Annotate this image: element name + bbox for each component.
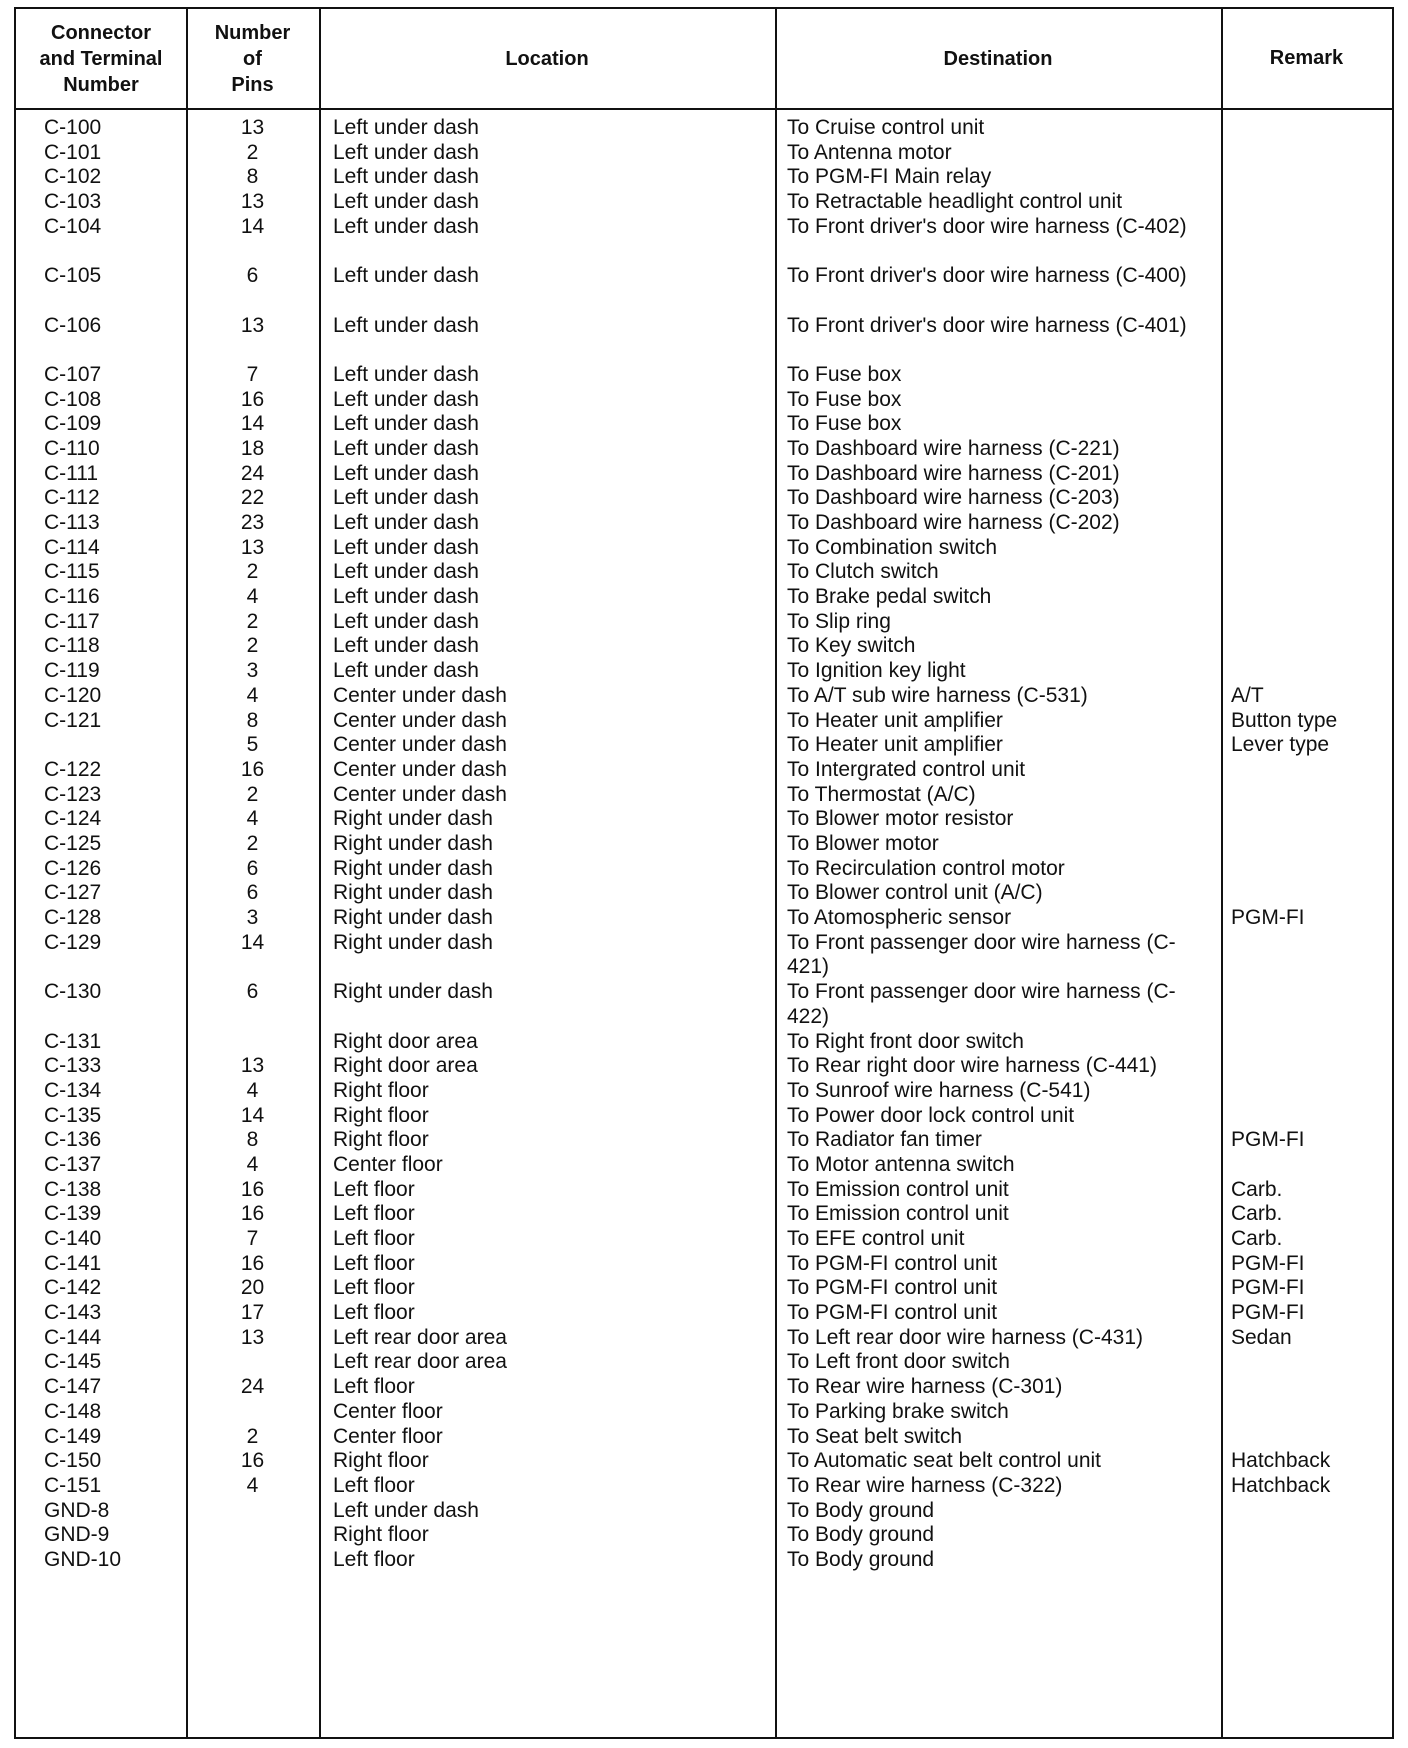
location-cell: Left floor bbox=[333, 1177, 415, 1201]
remark-cell: PGM-FI bbox=[1231, 1251, 1305, 1275]
destination-cell: To Rear right door wire harness (C-441) bbox=[787, 1054, 1157, 1078]
location-cell: Center floor bbox=[333, 1399, 443, 1423]
connector-number: C-106 bbox=[44, 313, 102, 337]
pin-count: 17 bbox=[240, 1301, 265, 1325]
location-cell: Center under dash bbox=[333, 683, 507, 707]
connector-number: GND-8 bbox=[44, 1498, 110, 1522]
destination-cell: To Automatic seat belt control unit bbox=[787, 1449, 1102, 1473]
connector-number: C-102 bbox=[44, 165, 102, 189]
destination-cell: To Clutch switch bbox=[787, 560, 939, 584]
table-row bbox=[16, 980, 1392, 1029]
table-row bbox=[16, 1178, 1392, 1203]
destination-cell: To Rear wire harness (C-301) bbox=[787, 1375, 1063, 1399]
connector-number: C-113 bbox=[44, 511, 100, 535]
pin-count: 16 bbox=[240, 387, 265, 411]
destination-cell: To Cruise control unit bbox=[787, 116, 985, 139]
destination-cell: To Front passenger door wire harness (C-421) bbox=[787, 930, 1176, 979]
table-row bbox=[16, 807, 1392, 832]
connector-number: C-111 bbox=[44, 461, 99, 485]
destination-cell: To Front driver's door wire harness (C-400) bbox=[787, 264, 1187, 288]
table-row bbox=[16, 437, 1392, 462]
connector-number: C-130 bbox=[44, 980, 102, 1004]
header-pins bbox=[186, 9, 319, 108]
pin-count: 24 bbox=[240, 1375, 265, 1399]
pin-count: 14 bbox=[240, 412, 265, 436]
connector-number: C-139 bbox=[44, 1202, 102, 1226]
location-cell: Left under dash bbox=[333, 486, 479, 510]
header-connector bbox=[16, 9, 186, 108]
connector-number: C-145 bbox=[44, 1350, 102, 1374]
location-cell: Left floor bbox=[333, 1375, 415, 1399]
pin-count: 14 bbox=[240, 1103, 265, 1127]
table-row bbox=[16, 1474, 1392, 1499]
connector-number: C-136 bbox=[44, 1128, 102, 1152]
destination-cell: To EFE control unit bbox=[787, 1227, 965, 1251]
table-row bbox=[16, 536, 1392, 561]
connector-number: C-103 bbox=[44, 190, 102, 214]
connector-number: C-110 bbox=[44, 436, 100, 460]
connector-number: C-119 bbox=[44, 659, 100, 683]
table-row bbox=[16, 314, 1392, 363]
connector-number: C-141 bbox=[44, 1251, 102, 1275]
connector-number: C-127 bbox=[44, 881, 102, 905]
remark-cell: Lever type bbox=[1231, 733, 1330, 757]
pin-count: 16 bbox=[240, 757, 265, 781]
destination-cell: To Fuse box bbox=[787, 362, 902, 386]
remark-cell: Carb. bbox=[1231, 1202, 1283, 1226]
table-row bbox=[16, 1523, 1392, 1548]
location-cell: Left floor bbox=[333, 1547, 415, 1571]
connector-number: C-124 bbox=[44, 807, 102, 831]
location-cell: Left under dash bbox=[333, 1498, 479, 1522]
destination-cell: To PGM-FI Main relay bbox=[787, 165, 992, 189]
destination-cell: To Emission control unit bbox=[787, 1177, 1009, 1201]
table-row bbox=[16, 1054, 1392, 1079]
table-row bbox=[16, 264, 1392, 313]
pin-count: 6 bbox=[246, 264, 259, 288]
remark-cell: Button type bbox=[1231, 708, 1338, 732]
table-row bbox=[16, 931, 1392, 980]
table-row bbox=[16, 1202, 1392, 1227]
header-remark: Remark bbox=[1269, 47, 1344, 69]
location-cell: Right floor bbox=[333, 1103, 429, 1127]
location-cell: Left under dash bbox=[333, 585, 479, 609]
location-cell: Center under dash bbox=[333, 757, 507, 781]
table-row bbox=[16, 511, 1392, 536]
pin-count: 4 bbox=[246, 585, 259, 609]
destination-cell: To A/T sub wire harness (C-531) bbox=[787, 683, 1088, 707]
connector-number: C-149 bbox=[44, 1424, 102, 1448]
pin-count: 2 bbox=[246, 609, 259, 633]
location-cell: Left under dash bbox=[333, 560, 479, 584]
table-row bbox=[16, 857, 1392, 882]
destination-cell: To Intergrated control unit bbox=[787, 757, 1026, 781]
pin-count: 24 bbox=[240, 461, 265, 485]
table-row bbox=[16, 165, 1392, 190]
connector-number: C-120 bbox=[44, 683, 102, 707]
destination-cell: To PGM-FI control unit bbox=[787, 1251, 998, 1275]
table-row bbox=[16, 1400, 1392, 1425]
connector-number: C-133 bbox=[44, 1054, 102, 1078]
destination-cell: To Body ground bbox=[787, 1523, 935, 1547]
destination-cell: To Body ground bbox=[787, 1547, 935, 1571]
table-row bbox=[16, 1326, 1392, 1351]
pin-count: 4 bbox=[246, 807, 259, 831]
location-cell: Center under dash bbox=[333, 733, 507, 757]
location-cell: Left under dash bbox=[333, 535, 479, 559]
destination-cell: To Dashboard wire harness (C-201) bbox=[787, 461, 1120, 485]
table-row bbox=[16, 141, 1392, 166]
table-row bbox=[16, 733, 1392, 758]
connector-number: C-115 bbox=[44, 560, 100, 584]
location-cell: Left under dash bbox=[333, 116, 479, 139]
connector-number: C-135 bbox=[44, 1103, 102, 1127]
destination-cell: To Right front door switch bbox=[787, 1029, 1024, 1053]
pin-count: 23 bbox=[240, 511, 265, 535]
pin-count: 13 bbox=[240, 1054, 265, 1078]
location-cell: Left floor bbox=[333, 1276, 415, 1300]
location-cell: Left under dash bbox=[333, 436, 479, 460]
connector-number: C-114 bbox=[44, 535, 100, 559]
table-row bbox=[16, 1425, 1392, 1450]
pin-count: 4 bbox=[246, 683, 259, 707]
pin-count: 13 bbox=[240, 535, 265, 559]
location-cell: Left rear door area bbox=[333, 1350, 507, 1374]
destination-cell: To Slip ring bbox=[787, 609, 891, 633]
connector-number: C-101 bbox=[44, 140, 102, 164]
connector-number: C-140 bbox=[44, 1227, 102, 1251]
location-cell: Left under dash bbox=[333, 412, 479, 436]
location-cell: Right floor bbox=[333, 1449, 429, 1473]
location-cell: Right under dash bbox=[333, 930, 493, 954]
destination-cell: To Front driver's door wire harness (C-402) bbox=[787, 214, 1187, 238]
connector-number: C-117 bbox=[44, 609, 100, 633]
connector-number: C-108 bbox=[44, 387, 102, 411]
remark-cell: PGM-FI bbox=[1231, 1276, 1305, 1300]
header-divider bbox=[16, 108, 1392, 110]
pin-count: 6 bbox=[246, 856, 259, 880]
destination-cell: To Seat belt switch bbox=[787, 1424, 963, 1448]
pin-count: 7 bbox=[246, 362, 259, 386]
pin-count: 16 bbox=[240, 1251, 265, 1275]
remark-cell: Carb. bbox=[1231, 1227, 1283, 1251]
connector-number: GND-10 bbox=[44, 1547, 122, 1571]
location-cell: Left floor bbox=[333, 1301, 415, 1325]
remark-cell: Carb. bbox=[1231, 1177, 1283, 1201]
table-row bbox=[16, 1153, 1392, 1178]
destination-cell: To Heater unit amplifier bbox=[787, 733, 1003, 757]
destination-cell: To Parking brake switch bbox=[787, 1399, 1009, 1423]
connector-number: C-104 bbox=[44, 214, 102, 238]
connector-number: C-100 bbox=[44, 116, 102, 139]
destination-cell: To Body ground bbox=[787, 1498, 935, 1522]
table-row bbox=[16, 1227, 1392, 1252]
location-cell: Right floor bbox=[333, 1523, 429, 1547]
location-cell: Left under dash bbox=[333, 140, 479, 164]
table-row bbox=[16, 1548, 1392, 1573]
connector-number: C-125 bbox=[44, 831, 102, 855]
connector-number: C-129 bbox=[44, 930, 102, 954]
table-row bbox=[16, 363, 1392, 388]
destination-cell: To Fuse box bbox=[787, 387, 902, 411]
destination-cell: To Front driver's door wire harness (C-401) bbox=[787, 313, 1187, 337]
destination-cell: To Radiator fan timer bbox=[787, 1128, 982, 1152]
location-cell: Left under dash bbox=[333, 634, 479, 658]
location-cell: Center floor bbox=[333, 1152, 443, 1176]
connector-number: C-128 bbox=[44, 906, 102, 930]
header-location: Location bbox=[505, 47, 589, 70]
pin-count: 16 bbox=[240, 1449, 265, 1473]
destination-cell: To Ignition key light bbox=[787, 659, 966, 683]
location-cell: Right under dash bbox=[333, 881, 493, 905]
remark-cell: Hatchback bbox=[1231, 1473, 1331, 1497]
destination-cell: To Brake pedal switch bbox=[787, 585, 992, 609]
pin-count: 3 bbox=[246, 906, 259, 930]
location-cell: Center floor bbox=[333, 1424, 443, 1448]
connector-number: C-112 bbox=[44, 486, 100, 510]
destination-cell: To Blower control unit (A/C) bbox=[787, 881, 1043, 905]
location-cell: Right under dash bbox=[333, 980, 493, 1004]
pin-count: 4 bbox=[246, 1152, 259, 1176]
table-row bbox=[16, 1375, 1392, 1400]
header-connector-line: Connector bbox=[51, 21, 151, 44]
pin-count: 8 bbox=[246, 165, 259, 189]
pin-count: 14 bbox=[240, 214, 265, 238]
table-row bbox=[16, 1301, 1392, 1326]
remark-cell: PGM-FI bbox=[1231, 906, 1305, 930]
remark-cell: PGM-FI bbox=[1231, 1301, 1305, 1325]
table-row bbox=[16, 783, 1392, 808]
pin-count: 2 bbox=[246, 831, 259, 855]
pin-count: 4 bbox=[246, 1078, 259, 1102]
location-cell: Left under dash bbox=[333, 387, 479, 411]
pin-count: 2 bbox=[246, 634, 259, 658]
destination-cell: To Front passenger door wire harness (C-422) bbox=[787, 980, 1176, 1028]
table-row bbox=[16, 1128, 1392, 1153]
location-cell: Left floor bbox=[333, 1227, 415, 1251]
table-row bbox=[16, 659, 1392, 684]
destination-cell: To Blower motor bbox=[787, 831, 939, 855]
table-row bbox=[16, 1252, 1392, 1277]
location-cell: Right door area bbox=[333, 1029, 478, 1053]
location-cell: Left under dash bbox=[333, 190, 479, 214]
table-row bbox=[16, 881, 1392, 906]
location-cell: Right floor bbox=[333, 1078, 429, 1102]
table-row bbox=[16, 1030, 1392, 1055]
table-row bbox=[16, 116, 1392, 141]
destination-cell: To Retractable headlight control unit bbox=[787, 190, 1123, 214]
connector-number: C-126 bbox=[44, 856, 102, 880]
connector-number: C-137 bbox=[44, 1152, 102, 1176]
table-row bbox=[16, 190, 1392, 215]
connector-table bbox=[14, 7, 1394, 1739]
location-cell: Left under dash bbox=[333, 264, 479, 288]
table-row bbox=[16, 1276, 1392, 1301]
destination-cell: To Key switch bbox=[787, 634, 916, 658]
destination-cell: To Combination switch bbox=[787, 535, 998, 559]
header-destination: Destination bbox=[943, 47, 1053, 70]
location-cell: Left under dash bbox=[333, 313, 479, 337]
destination-cell: To Left rear door wire harness (C-431) bbox=[787, 1325, 1143, 1349]
destination-cell: To PGM-FI control unit bbox=[787, 1276, 998, 1300]
pin-count: 22 bbox=[240, 486, 265, 510]
connector-number: C-116 bbox=[44, 585, 100, 609]
table-row bbox=[16, 486, 1392, 511]
connector-number: C-151 bbox=[44, 1473, 102, 1497]
header-pins-line: Pins bbox=[231, 73, 274, 96]
table-row bbox=[16, 610, 1392, 635]
destination-cell: To Dashboard wire harness (C-203) bbox=[787, 486, 1120, 510]
table-row bbox=[16, 906, 1392, 931]
location-cell: Right under dash bbox=[333, 906, 493, 930]
remark-cell: PGM-FI bbox=[1231, 1128, 1305, 1152]
pin-count: 3 bbox=[246, 659, 259, 683]
location-cell: Left under dash bbox=[333, 609, 479, 633]
destination-cell: To Power door lock control unit bbox=[787, 1103, 1075, 1127]
pin-count: 16 bbox=[240, 1177, 265, 1201]
table-row bbox=[16, 585, 1392, 610]
destination-cell: To Rear wire harness (C-322) bbox=[787, 1473, 1063, 1497]
table-row bbox=[16, 634, 1392, 659]
location-cell: Left under dash bbox=[333, 362, 479, 386]
pin-count: 5 bbox=[246, 733, 259, 757]
header-pins-line: of bbox=[243, 47, 262, 70]
connector-number: C-138 bbox=[44, 1177, 102, 1201]
header-pins-line: Number bbox=[214, 21, 291, 44]
connector-number: C-142 bbox=[44, 1276, 102, 1300]
destination-cell: To PGM-FI control unit bbox=[787, 1301, 998, 1325]
connector-number: C-148 bbox=[44, 1399, 102, 1423]
table-row bbox=[16, 1104, 1392, 1129]
remark-cell: A/T bbox=[1231, 683, 1264, 707]
pin-count: 18 bbox=[240, 436, 265, 460]
connector-number: GND-9 bbox=[44, 1523, 110, 1547]
pin-count: 7 bbox=[246, 1227, 259, 1251]
table-row bbox=[16, 1079, 1392, 1104]
connector-number: C-122 bbox=[44, 757, 102, 781]
location-cell: Right under dash bbox=[333, 831, 493, 855]
location-cell: Right under dash bbox=[333, 856, 493, 880]
table-body bbox=[16, 116, 1392, 1573]
destination-cell: To Dashboard wire harness (C-202) bbox=[787, 511, 1120, 535]
pin-count: 13 bbox=[240, 1325, 265, 1349]
connector-number: C-150 bbox=[44, 1449, 102, 1473]
pin-count: 2 bbox=[246, 1424, 259, 1448]
destination-cell: To Emission control unit bbox=[787, 1202, 1009, 1226]
destination-cell: To Recirculation control motor bbox=[787, 856, 1065, 880]
connector-number: C-123 bbox=[44, 782, 102, 806]
location-cell: Right floor bbox=[333, 1128, 429, 1152]
destination-cell: To Antenna motor bbox=[787, 140, 952, 164]
table-row bbox=[16, 758, 1392, 783]
location-cell: Left under dash bbox=[333, 214, 479, 238]
location-cell: Right under dash bbox=[333, 807, 493, 831]
location-cell: Right door area bbox=[333, 1054, 478, 1078]
destination-cell: To Thermostat (A/C) bbox=[787, 782, 976, 806]
table-row bbox=[16, 388, 1392, 413]
connector-number: C-105 bbox=[44, 264, 102, 288]
table-row bbox=[16, 412, 1392, 437]
pin-count: 2 bbox=[246, 560, 259, 584]
location-cell: Left under dash bbox=[333, 461, 479, 485]
pin-count: 14 bbox=[240, 930, 265, 954]
destination-cell: To Dashboard wire harness (C-221) bbox=[787, 436, 1120, 460]
location-cell: Left floor bbox=[333, 1473, 415, 1497]
location-cell: Left rear door area bbox=[333, 1325, 507, 1349]
connector-number: C-143 bbox=[44, 1301, 102, 1325]
table-row bbox=[16, 560, 1392, 585]
connector-number: C-118 bbox=[44, 634, 100, 658]
table-row bbox=[16, 462, 1392, 487]
table-row bbox=[16, 1350, 1392, 1375]
pin-count: 13 bbox=[240, 116, 265, 139]
connector-number: C-107 bbox=[44, 362, 102, 386]
pin-count: 6 bbox=[246, 881, 259, 905]
pin-count: 13 bbox=[240, 313, 265, 337]
location-cell: Left floor bbox=[333, 1251, 415, 1275]
pin-count: 8 bbox=[246, 1128, 259, 1152]
pin-count: 6 bbox=[246, 980, 259, 1004]
destination-cell: To Sunroof wire harness (C-541) bbox=[787, 1078, 1091, 1102]
location-cell: Left under dash bbox=[333, 659, 479, 683]
connector-number: C-147 bbox=[44, 1375, 102, 1399]
location-cell: Center under dash bbox=[333, 708, 507, 732]
pin-count: 20 bbox=[240, 1276, 265, 1300]
destination-cell: To Blower motor resistor bbox=[787, 807, 1014, 831]
table-row bbox=[16, 1499, 1392, 1524]
location-cell: Left under dash bbox=[333, 165, 479, 189]
connector-number: C-134 bbox=[44, 1078, 102, 1102]
remark-cell: Sedan bbox=[1231, 1325, 1292, 1349]
location-cell: Left floor bbox=[333, 1202, 415, 1226]
header-connector-line: and Terminal bbox=[39, 47, 163, 70]
connector-number: C-144 bbox=[44, 1325, 102, 1349]
table-row bbox=[16, 215, 1392, 264]
pin-count: 2 bbox=[246, 782, 259, 806]
pin-count: 4 bbox=[246, 1473, 259, 1497]
pin-count: 2 bbox=[246, 140, 259, 164]
pin-count: 13 bbox=[240, 190, 265, 214]
location-cell: Left under dash bbox=[333, 511, 479, 535]
table-row bbox=[16, 832, 1392, 857]
table-row bbox=[16, 1449, 1392, 1474]
remark-cell: Hatchback bbox=[1231, 1449, 1331, 1473]
pin-count: 16 bbox=[240, 1202, 265, 1226]
pin-count: 8 bbox=[246, 708, 259, 732]
table-row bbox=[16, 684, 1392, 709]
destination-cell: To Motor antenna switch bbox=[787, 1152, 1015, 1176]
destination-cell: To Left front door switch bbox=[787, 1350, 1010, 1374]
destination-cell: To Atomospheric sensor bbox=[787, 906, 1012, 930]
location-cell: Center under dash bbox=[333, 782, 507, 806]
connector-number: C-131 bbox=[44, 1029, 102, 1053]
destination-cell: To Heater unit amplifier bbox=[787, 708, 1003, 732]
destination-cell: To Fuse box bbox=[787, 412, 902, 436]
connector-number: C-109 bbox=[44, 412, 102, 436]
connector-number: C-121 bbox=[44, 708, 102, 732]
header-connector-line: Number bbox=[63, 73, 139, 96]
table-row bbox=[16, 709, 1392, 734]
